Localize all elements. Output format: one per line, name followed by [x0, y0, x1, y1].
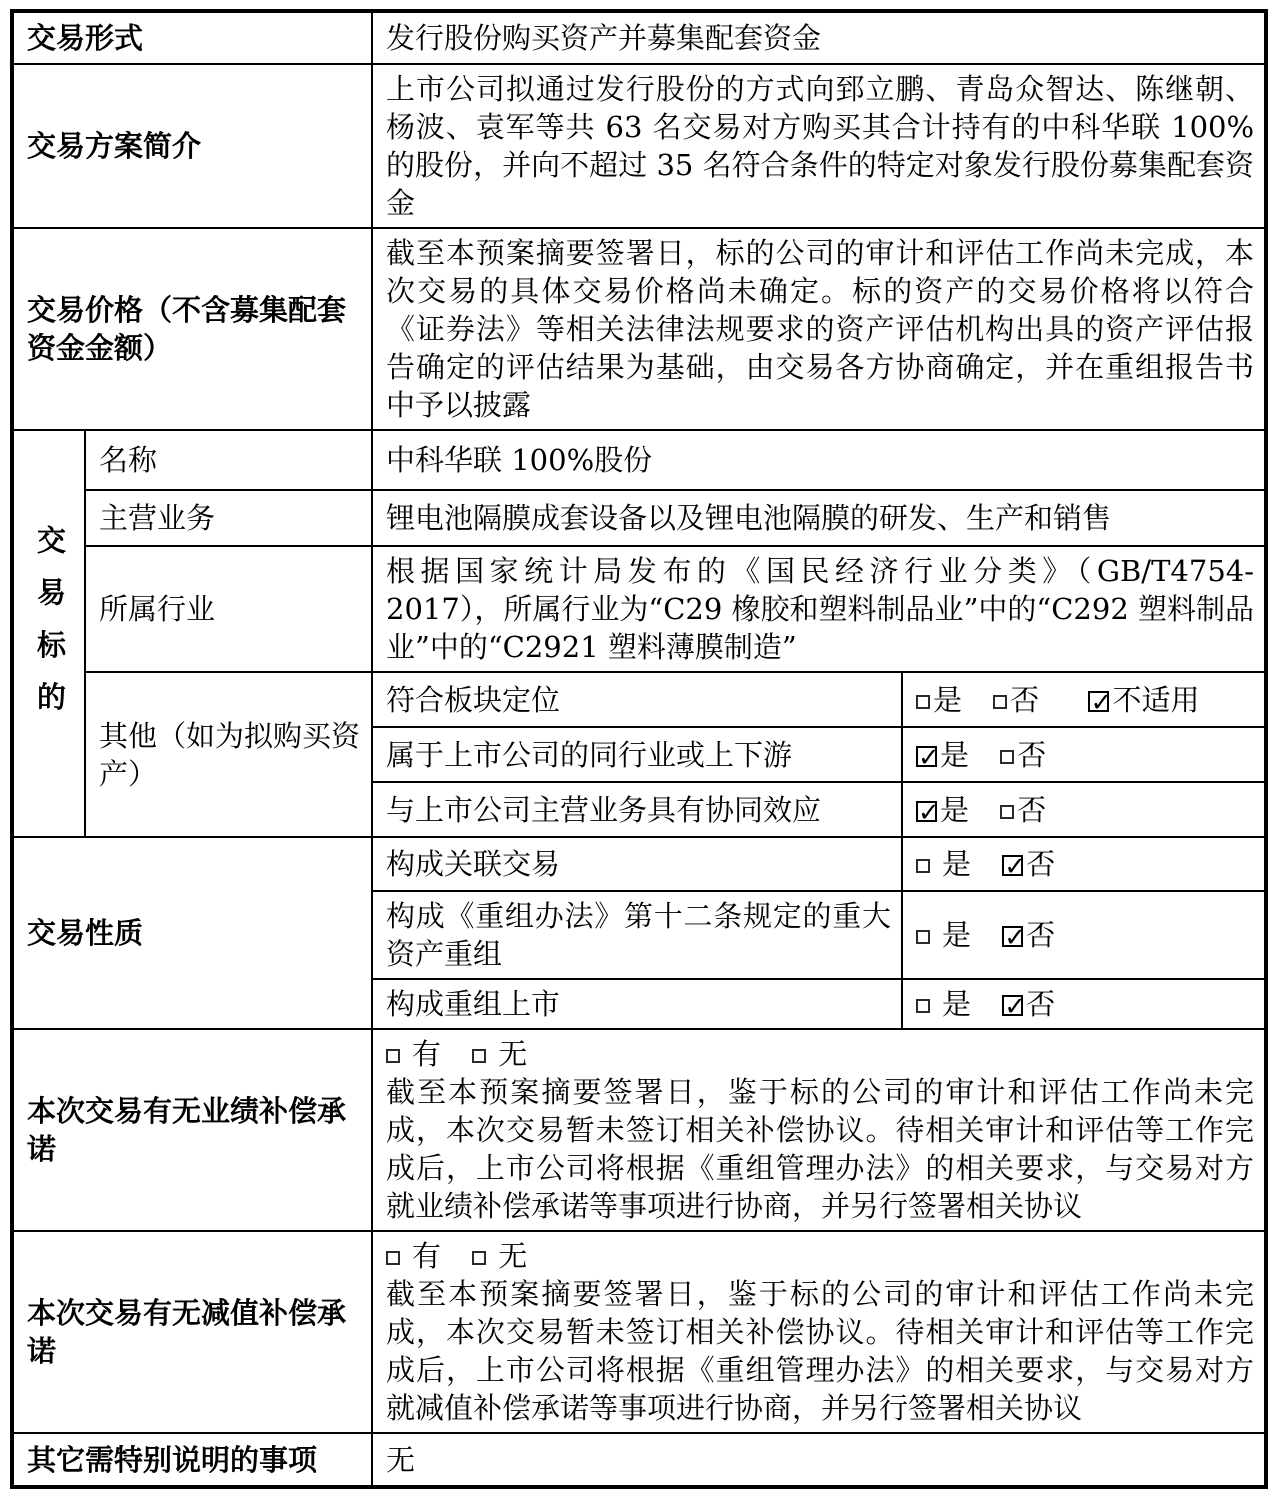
checkbox-icon	[386, 1251, 400, 1265]
checkbox-icon	[472, 1049, 486, 1063]
table-row	[12, 228, 1266, 430]
checkbox-option	[916, 918, 971, 952]
impairment-commitment-note: 截至本预案摘要签署日，鉴于标的公司的审计和评估工作尚未完成，本次交易暂未签订相关补偿协议。待相关审计和评估等工作完成后，上市公司将根据《重组管理办法》的相关要求，与交易对方就减值补偿承诺等事项进行协商，并另行签署相关协议	[386, 1277, 1255, 1425]
checkbox-option-label: 是	[942, 847, 972, 881]
checkbox-option-label: 是	[942, 918, 972, 952]
table-row	[12, 546, 1266, 672]
checkbox-icon	[386, 1049, 400, 1063]
target-name-label: 名称	[85, 430, 372, 490]
transaction-summary-table	[10, 9, 1268, 1489]
row-label-transaction-price: 交易价格（不含募集配套资金金额）	[12, 228, 372, 430]
target-industry-value: 根据国家统计局发布的《国民经济行业分类》（GB/T4754-2017），所属行业为“C29 橡胶和塑料制品业”中的“C292 塑料制品业”中的“C2921 塑料薄膜制造”	[372, 546, 1266, 672]
checkbox-option-label: 无	[498, 1239, 528, 1273]
checkbox-option-label: 是	[942, 987, 972, 1021]
checkbox-icon	[916, 930, 930, 944]
checkbox-option-label: 无	[498, 1037, 528, 1071]
table-row	[12, 1433, 1266, 1487]
performance-commitment-options	[386, 1035, 1254, 1073]
checkbox-option	[1000, 793, 1046, 827]
question-restructuring-listing: 构成重组上市	[372, 979, 902, 1029]
table-row	[12, 490, 1266, 546]
question-synergy: 与上市公司主营业务具有协同效应	[372, 782, 902, 837]
performance-commitment-note: 截至本预案摘要签署日，鉴于标的公司的审计和评估工作尚未完成，本次交易暂未签订相关补偿协议。待相关审计和评估等工作完成后，上市公司将根据《重组管理办法》的相关要求，与交易对方就业绩补偿承诺等事项进行协商，并另行签署相关协议	[386, 1075, 1255, 1223]
checkbox-icon	[472, 1251, 486, 1265]
checkbox-icon	[916, 746, 937, 767]
checkbox-icon	[1002, 926, 1023, 947]
row-label-special-notes: 其它需特别说明的事项	[12, 1433, 372, 1487]
answer-restructuring-listing	[902, 979, 1266, 1029]
table-row	[12, 11, 1266, 64]
checkbox-option	[916, 738, 969, 772]
table-row	[12, 1029, 1266, 1231]
checkbox-icon	[1000, 805, 1014, 819]
target-business-value: 锂电池隔膜成套设备以及锂电池隔膜的研发、生产和销售	[372, 490, 1266, 546]
question-related-party: 构成关联交易	[372, 837, 902, 891]
checkbox-option	[386, 1037, 441, 1071]
table-row	[12, 672, 1266, 727]
checkbox-option-label: 是	[940, 792, 970, 827]
checkbox-option-label: 有	[412, 1037, 442, 1071]
checkbox-option	[1000, 738, 1046, 772]
answer-related-party	[902, 837, 1266, 891]
checkbox-option	[472, 1239, 527, 1273]
row-value-impairment-commitment	[372, 1231, 1266, 1433]
target-other-label: 其他（如为拟购买资产）	[85, 672, 372, 837]
checkbox-option-label: 不适用	[1112, 682, 1200, 717]
impairment-commitment-options	[386, 1237, 1254, 1275]
checkbox-option	[1002, 987, 1055, 1021]
answer-board-positioning	[902, 672, 1266, 727]
answer-synergy	[902, 782, 1266, 837]
checkbox-option-label: 否	[1010, 682, 1040, 717]
checkbox-option	[993, 683, 1039, 717]
checkbox-icon	[1000, 750, 1014, 764]
checkbox-option	[386, 1239, 441, 1273]
target-business-label: 主营业务	[85, 490, 372, 546]
checkbox-option-label: 是	[933, 682, 963, 717]
row-label-impairment-commitment: 本次交易有无减值补偿承诺	[12, 1231, 372, 1433]
row-value-transaction-price: 截至本预案摘要签署日，标的公司的审计和评估工作尚未完成，本次交易的具体交易价格尚未确定。标的资产的交易价格将以符合《证券法》等相关法律法规要求的资产评估机构出具的资产评估报告确定的评估结果为基础，由交易各方协商确定，并在重组报告书中予以披露	[372, 228, 1266, 430]
checkbox-option	[1002, 847, 1055, 881]
table-row	[12, 64, 1266, 228]
checkbox-option	[916, 987, 971, 1021]
row-value-plan-summary: 上市公司拟通过发行股份的方式向郅立鹏、青岛众智达、陈继朝、杨波、袁军等共 63 名交易对方购买其合计持有的中科华联 100%的股份，并向不超过 35 名符合条件的特定对象发行股份募集配套资金	[372, 64, 1266, 228]
checkbox-icon	[1002, 995, 1023, 1016]
question-same-industry: 属于上市公司的同行业或上下游	[372, 727, 902, 782]
checkbox-option-label: 否	[1026, 918, 1056, 952]
row-value-special-notes: 无	[372, 1433, 1266, 1487]
checkbox-option	[1088, 683, 1199, 717]
checkbox-icon	[916, 859, 930, 873]
question-board-positioning: 符合板块定位	[372, 672, 902, 727]
table-row	[12, 1231, 1266, 1433]
checkbox-option-label: 是	[940, 737, 970, 772]
checkbox-option-label: 否	[1017, 737, 1047, 772]
checkbox-icon	[1088, 691, 1109, 712]
target-section-cell	[12, 430, 85, 837]
checkbox-option	[916, 793, 969, 827]
checkbox-option	[1002, 918, 1055, 952]
answer-major-restructuring	[902, 891, 1266, 979]
row-label-performance-commitment: 本次交易有无业绩补偿承诺	[12, 1029, 372, 1231]
checkbox-option-label: 有	[412, 1239, 442, 1273]
checkbox-icon	[916, 695, 930, 709]
answer-same-industry	[902, 727, 1266, 782]
target-name-value: 中科华联 100%股份	[372, 430, 1266, 490]
question-major-restructuring: 构成《重组办法》第十二条规定的重大资产重组	[372, 891, 902, 979]
row-value-transaction-form: 发行股份购买资产并募集配套资金	[372, 11, 1266, 64]
checkbox-option	[472, 1037, 527, 1071]
checkbox-icon	[993, 695, 1007, 709]
checkbox-icon	[1002, 855, 1023, 876]
checkbox-icon	[916, 999, 930, 1013]
checkbox-option	[916, 847, 971, 881]
table-row	[12, 837, 1266, 891]
table-row	[12, 430, 1266, 490]
row-value-performance-commitment	[372, 1029, 1266, 1231]
checkbox-icon	[916, 801, 937, 822]
target-industry-label: 所属行业	[85, 546, 372, 672]
checkbox-option-label: 否	[1026, 847, 1056, 881]
target-vertical-label: 交易标的	[32, 524, 67, 734]
checkbox-option-label: 否	[1017, 792, 1047, 827]
checkbox-option-label: 否	[1026, 987, 1056, 1021]
row-label-transaction-form: 交易形式	[12, 11, 372, 64]
row-label-plan-summary: 交易方案简介	[12, 64, 372, 228]
checkbox-option	[916, 683, 962, 717]
row-label-transaction-nature: 交易性质	[12, 837, 372, 1029]
